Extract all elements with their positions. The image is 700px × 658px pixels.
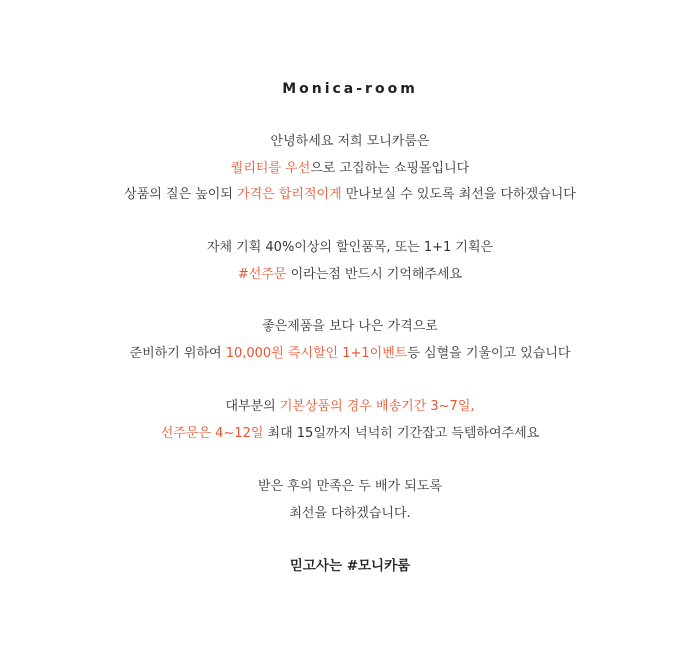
preorder-highlight: #선주문 (237, 267, 287, 282)
promise-text: 최선을 다하겠습니다. (289, 506, 411, 521)
preorder-period-highlight: 선주문은 4~12일 (160, 426, 264, 441)
price-highlight: 가격은 합리적이게 (237, 187, 342, 202)
shipping-text: 대부분의 (225, 399, 280, 414)
intro-line-3 (0, 186, 700, 204)
intro-line-1 (0, 133, 700, 151)
brand-title: Monica-room (282, 81, 418, 97)
promise-text: 받은 후의 만족은 두 배가 되도록 (258, 479, 442, 494)
intro-line-2 (0, 160, 700, 178)
intro-text: 으로 고집하는 쇼핑몰입니다 (310, 161, 470, 176)
preorder-text: 자체 기획 40%이상의 할인품목, 또는 1+1 기획은 (206, 240, 494, 255)
closing-slogan: 믿고사는 #모니카룸 (289, 558, 411, 574)
discount-highlight: 10,000원 즉시할인 1+1이벤트 (225, 346, 408, 361)
shipping-line-1 (0, 398, 700, 416)
event-text: 등 심혈을 기울이고 있습니다 (407, 346, 571, 361)
event-text: 좋은제품을 보다 나은 가격으로 (262, 319, 438, 334)
preorder-line-1 (0, 239, 700, 257)
intro-text: 상품의 질은 높이되 (124, 187, 238, 202)
preorder-text: 이라는점 반드시 기억해주세요 (286, 267, 463, 282)
event-line-1 (0, 318, 700, 336)
shipping-period-highlight: 기본상품의 경우 배송기간 3~7일, (279, 399, 475, 414)
shipping-text: 최대 15일까지 넉넉히 기간잡고 득템하여주세요 (263, 426, 540, 441)
promise-line-2 (0, 505, 700, 523)
intro-text: 만나보실 수 있도록 최선을 다하겠습니다 (341, 187, 576, 202)
quality-highlight: 퀄리티를 우선 (230, 161, 311, 176)
intro-text: 안녕하세요 저희 모니카룸은 (270, 134, 430, 149)
promise-line-1 (0, 478, 700, 496)
event-text: 준비하기 위하여 (129, 346, 226, 361)
event-line-2 (0, 345, 700, 363)
preorder-line-2 (0, 266, 700, 284)
shipping-line-2 (0, 425, 700, 443)
